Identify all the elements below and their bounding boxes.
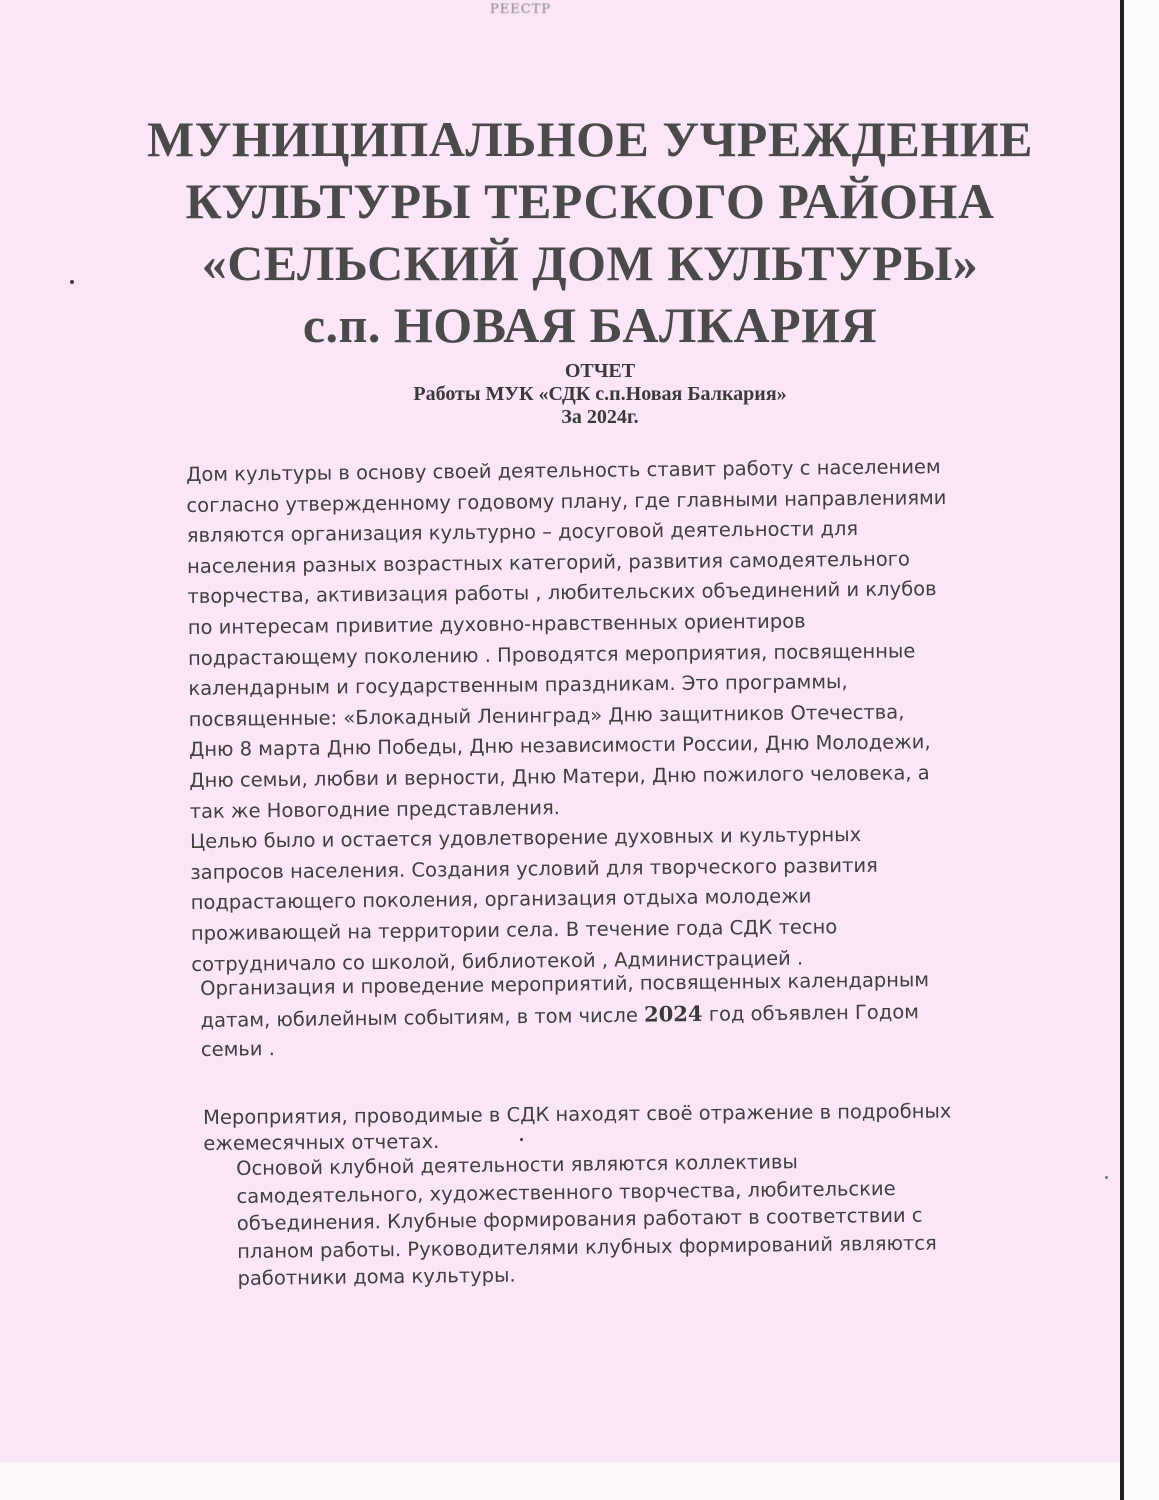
text-line: являются организация культурно – досуговой деятельности для: [186, 517, 859, 548]
text-line: подрастающему поколению . Проводятся мероприятия, посвященные: [187, 638, 916, 670]
heading-line: с.п. НОВАЯ БАЛКАРИЯ: [302, 297, 878, 353]
heading-line: КУЛЬТУРЫ ТЕРСКОГО РАЙОНА: [185, 173, 995, 229]
text-line: Основой клубной деятельности являются коллективы: [236, 1150, 798, 1180]
text-fragment: год объявлен Годом: [702, 999, 920, 1026]
institution-heading: [90, 108, 1090, 356]
heading-line: МУНИЦИПАЛЬНОЕ УЧРЕЖДЕНИЕ: [147, 111, 1033, 167]
text-line: календарным и государственным праздникам. Это программы,: [188, 670, 848, 701]
text-line: сотрудничало со школой, библиотекой , Администрацией .: [191, 946, 804, 976]
heading-line: «СЕЛЬСКИЙ ДОМ КУЛЬТУРЫ»: [201, 235, 979, 291]
text-line: Целью было и остается удовлетворение духовных и культурных: [189, 823, 862, 854]
scan-margin: [1124, 0, 1159, 1500]
text-line: творчества, активизация работы , любительских объединений и клубов: [187, 577, 937, 609]
page-bottom-edge: [0, 1462, 1120, 1500]
text-line: Дом культуры в основу своей деятельность ставит работу с населением: [186, 455, 941, 486]
text-line: семьи .: [200, 1037, 276, 1062]
text-line: объединения. Клубные формирования работают в соответствии с: [236, 1203, 923, 1235]
paragraph-clubs: [236, 1146, 937, 1292]
text-line: Дню семьи, любви и верности, Дню Матери, Дню пожилого человека, а: [189, 761, 930, 792]
text-line: планом работы. Руководителями клубных формирований являются: [237, 1230, 937, 1263]
text-line: населения разных возрастных категорий, развития самодеятельного: [186, 547, 910, 578]
report-subtitle: Работы МУК «СДК с.п.Новая Балкария»: [413, 383, 787, 405]
text-line: самодеятельного, художественного творчества, любительские: [236, 1176, 896, 1208]
text-line: проживающей на территории села. В течение года СДК тесно: [190, 915, 838, 945]
text-line: согласно утвержденному годовому плану, где главными направлениями: [186, 485, 947, 517]
text-line: запросов населения. Создания условий для творческого развития: [190, 853, 878, 884]
text-line: Дню 8 марта Дню Победы, Дню независимости России, Дню Молодежи,: [188, 730, 931, 762]
text-line: работники дома культуры.: [237, 1263, 516, 1290]
report-header: [300, 360, 900, 429]
text-line: по интересам привитие духовно-нравственных ориентиров: [187, 609, 806, 639]
text-line: Организация и проведение мероприятий, посвященных календарным: [200, 968, 930, 1000]
text-line: Мероприятия, проводимые в СДК находят своё отражение в подробных: [203, 1099, 952, 1129]
text-line: так же Новогодние представления.: [189, 795, 561, 823]
text-fragment: датам, юбилейным событиям, в том числе: [200, 1003, 645, 1032]
paragraph-events: [200, 965, 930, 1066]
registry-stamp: РЕЕСТР: [490, 2, 552, 17]
year-highlight: 2024: [643, 1000, 703, 1027]
paragraph-activity: [186, 452, 951, 980]
text-line: подрастающего поколения, организация отдыха молодежи: [190, 884, 812, 915]
report-title: ОТЧЕТ: [564, 360, 636, 382]
report-period: За 2024г.: [561, 406, 639, 428]
text-line: ежемесячных отчетах.: [203, 1129, 440, 1155]
scan-speck: [70, 280, 74, 284]
scan-speck: [1105, 1176, 1108, 1179]
text-line: посвященные: «Блокадный Ленинград» Дню защитников Отечества,: [188, 700, 905, 731]
